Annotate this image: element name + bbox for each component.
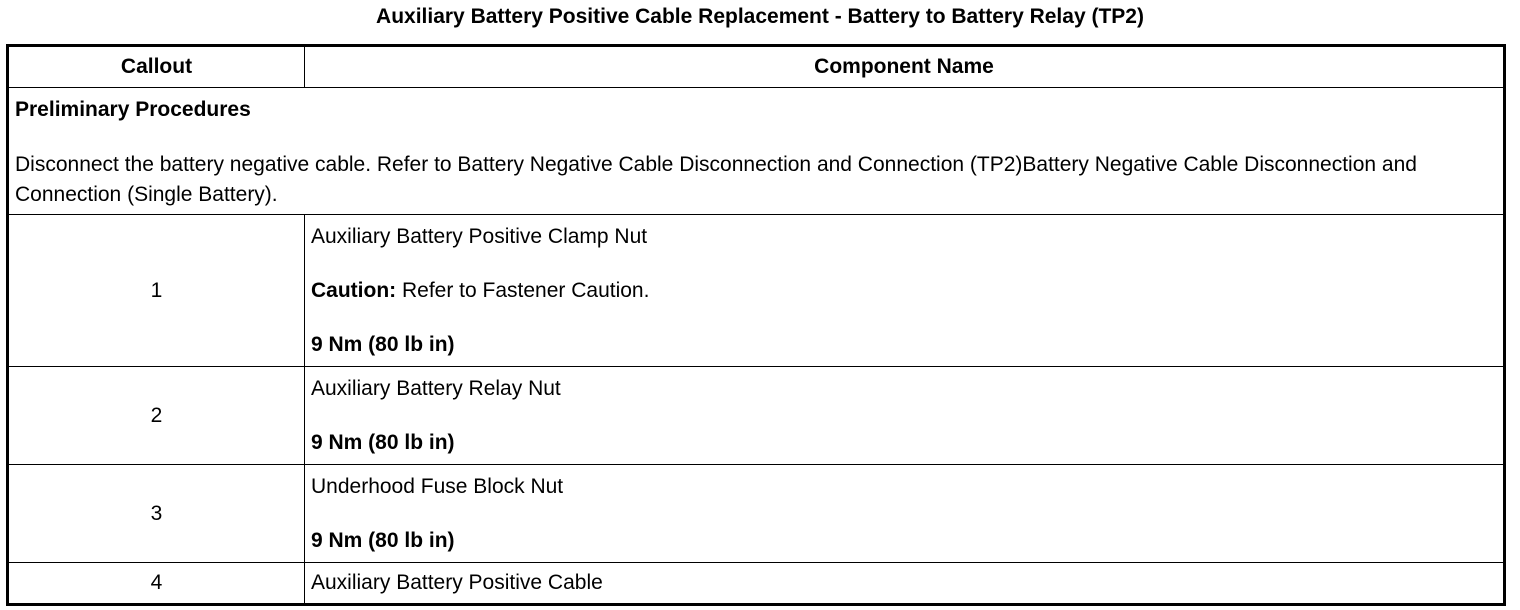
torque-spec: 9 Nm (80 lb in) bbox=[311, 333, 455, 356]
component-cell bbox=[305, 215, 1505, 367]
torque-spec: 9 Nm (80 lb in) bbox=[311, 431, 455, 454]
component-cell bbox=[305, 367, 1505, 465]
callout-number: 1 bbox=[8, 215, 305, 367]
callout-number: 4 bbox=[8, 563, 305, 605]
component-cell bbox=[305, 465, 1505, 563]
table-header-row bbox=[8, 46, 1505, 88]
component-name: Auxiliary Battery Positive Cable bbox=[311, 571, 603, 594]
component-table bbox=[6, 44, 1506, 606]
preliminary-procedures-cell bbox=[8, 88, 1505, 215]
table-row bbox=[8, 367, 1505, 465]
table-row bbox=[8, 563, 1505, 605]
callout-number: 2 bbox=[8, 367, 305, 465]
component-name-column-header: Component Name bbox=[305, 46, 1505, 88]
caution-text: Refer to Fastener Caution. bbox=[396, 279, 650, 302]
torque-spec: 9 Nm (80 lb in) bbox=[311, 529, 455, 552]
caution-label: Caution: bbox=[311, 279, 397, 302]
preliminary-procedures-row bbox=[8, 88, 1505, 215]
preliminary-procedures-text: Disconnect the battery negative cable. Refer to Battery Negative Cable Disconnection and Connection (TP2)Battery Negative Cable Disconnection and Connection (Single Battery). bbox=[15, 153, 1417, 206]
preliminary-procedures-heading: Preliminary Procedures bbox=[15, 98, 251, 121]
callout-number: 3 bbox=[8, 465, 305, 563]
callout-column-header: Callout bbox=[8, 46, 305, 88]
component-cell bbox=[305, 563, 1505, 605]
document-title: Auxiliary Battery Positive Cable Replacement - Battery to Battery Relay (TP2) bbox=[376, 5, 1144, 28]
table-row bbox=[8, 465, 1505, 563]
table-row bbox=[8, 215, 1505, 367]
caution-note bbox=[311, 278, 1497, 304]
component-name: Auxiliary Battery Positive Clamp Nut bbox=[311, 225, 648, 248]
component-name: Auxiliary Battery Relay Nut bbox=[311, 377, 561, 400]
component-name: Underhood Fuse Block Nut bbox=[311, 475, 564, 498]
